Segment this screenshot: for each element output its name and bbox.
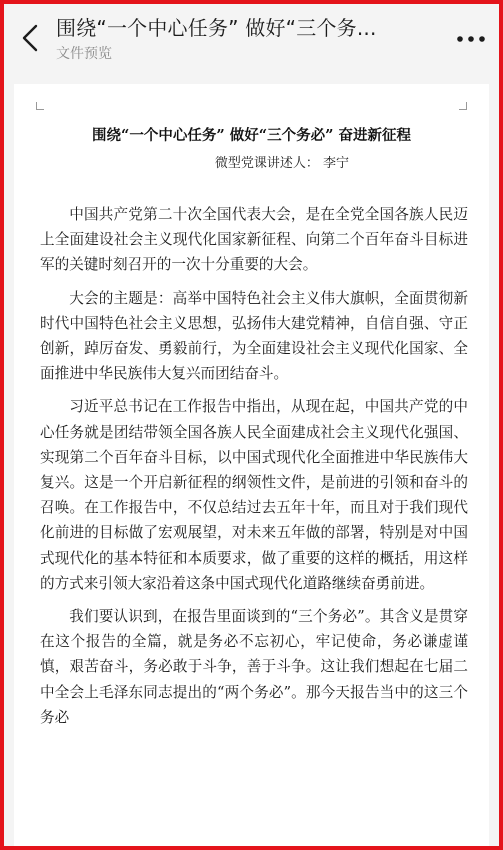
chevron-left-icon [20, 23, 40, 53]
more-button[interactable] [451, 24, 491, 54]
page-corner-mark [36, 102, 44, 110]
document-paragraph: 大会的主题是：高举中国特色社会主义伟大旗帜，全面贯彻新时代中国特色社会主义思想，弘扬伟大建党精神，自信自强、守正创新，踔厉奋发、勇毅前行，为全面建设社会主义现代化国家、全面推进中华民族伟大复兴而团结奋斗。 [40, 289, 468, 383]
page-corner-mark [459, 102, 467, 110]
document-author: 微型党课讲述人： 李宁 [214, 156, 349, 171]
document-paragraph: 习近平总书记在工作报告中指出，从现在起，中国共产党的中心任务就是团结带领全国各族人民全面建成社会主义现代化强国、实现第二个百年奋斗目标，以中国式现代化全面推进中华民族伟大复兴。这是一个开启新征程的纲领性文件，是前进的引领和奋斗的召唤。在工作报告中，不仅总结过去五年十年，而且对于我们现代化前进的目标做了宏观展望，对未来五年做的部署，特别是对中国式现代化的基本特征和本质要求，做了重要的这样的概括，用这样的方式来引领大家沿着这条中国式现代化道路继续奋勇前进。 [40, 398, 468, 592]
page-subtitle: 文件预览 [56, 46, 112, 62]
page-title: 围绕“一个中心任务” 做好“三个务... [56, 16, 377, 40]
document-paragraph: 中国共产党第二十次全国代表大会，是在全党全国各族人民迈上全面建设社会主义现代化国家新征程、向第二个百年奋斗目标进军的关键时刻召开的一次十分重要的大会。 [40, 206, 468, 274]
document-paragraph: 我们要认识到，在报告里面谈到的“三个务必”。其含义是贯穿在这个报告的全篇，就是务必不忘初心，牢记使命，务必谦虚谨慎，艰苦奋斗，务必敢于斗争，善于斗争。这让我们想起在七届二中全会上毛泽东同志提出的“两个务必”。那今天报告当中的这三个务必 [40, 608, 468, 726]
document-body [40, 202, 468, 738]
document-title: 围绕“一个中心任务” 做好“三个务必” 奋进新征程 [92, 127, 411, 144]
more-horizontal-icon [456, 34, 486, 44]
title-block [56, 12, 428, 64]
document-page[interactable] [14, 84, 489, 846]
back-button[interactable] [12, 18, 48, 58]
navigation-bar [4, 4, 499, 74]
